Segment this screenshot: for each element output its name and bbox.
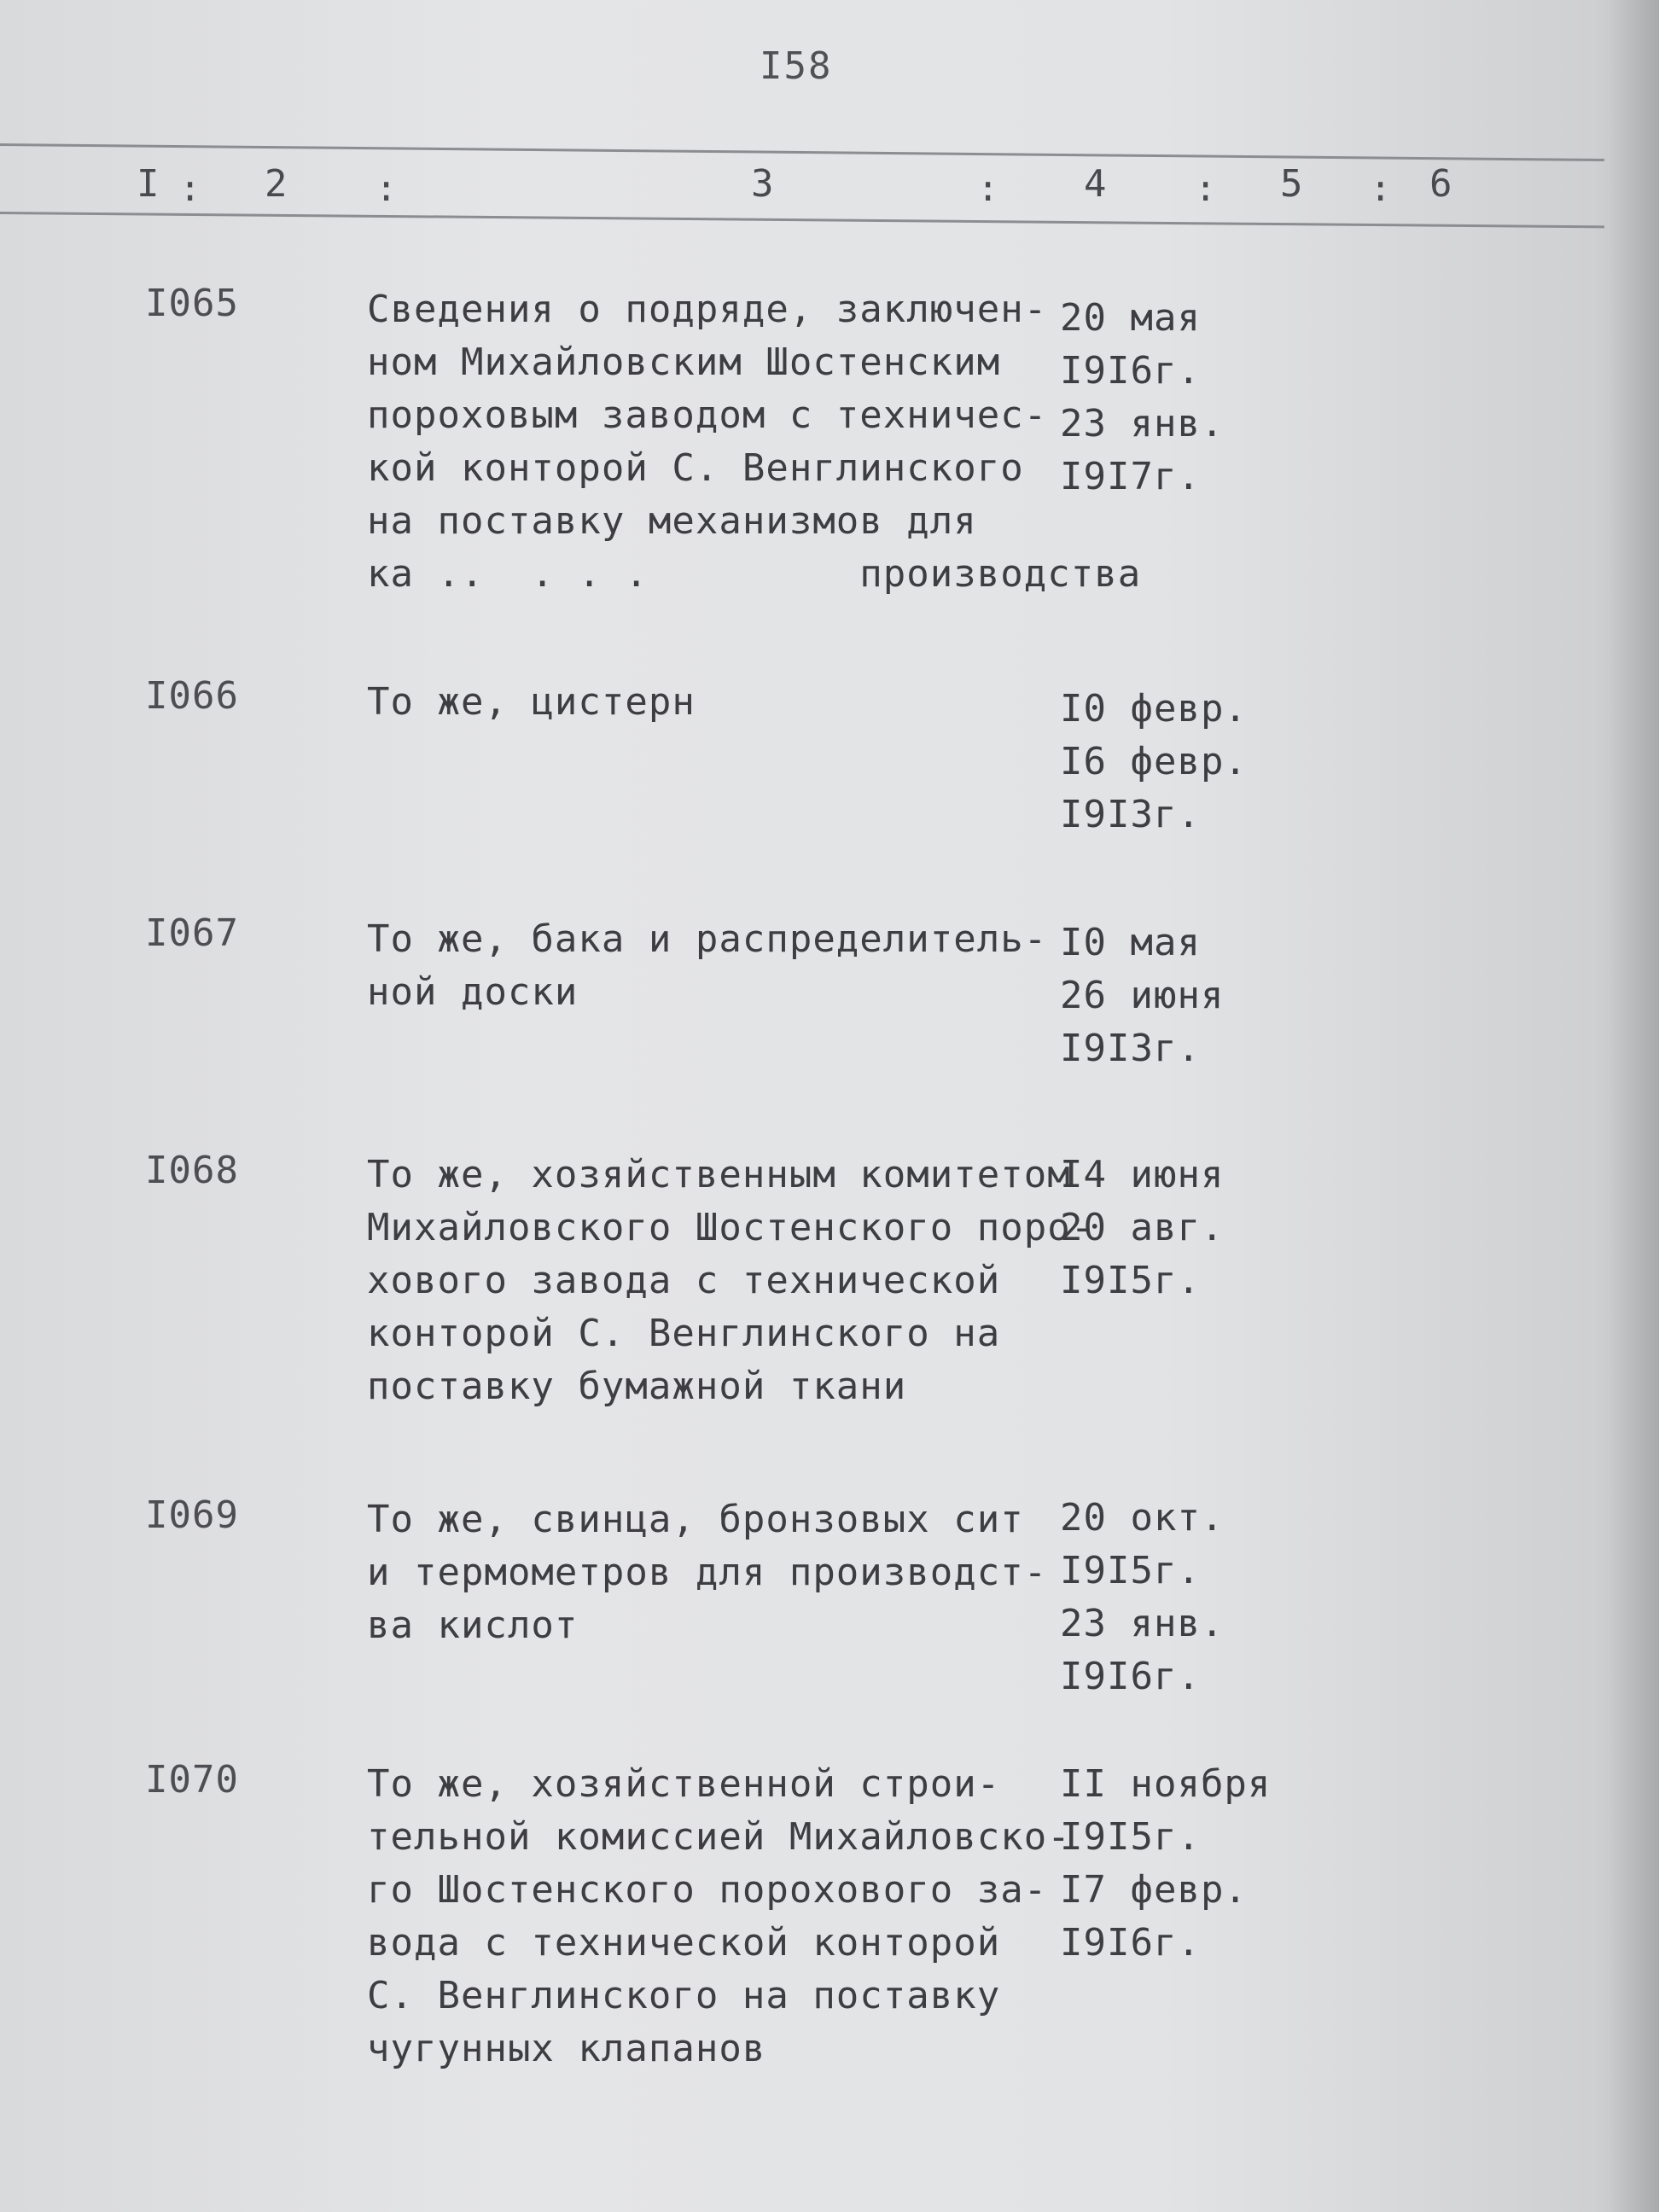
table-header-top-rule: [0, 143, 1604, 161]
entry-description: То же, хозяйственной строи- тельной комиссией Михайловско- го Шостенского порохового за- вода с технической конторой С. Венглинского на поставку чугунных клапанов: [367, 1762, 1071, 2070]
entry-dates: 20 мая I9I6г. 23 янв. I9I7г.: [1060, 296, 1225, 498]
page-number: I58: [760, 44, 833, 88]
page-edge-shadow: [1608, 0, 1659, 2212]
column-separator: :: [1195, 167, 1217, 209]
column-separator: :: [375, 167, 398, 209]
table-header-bottom-rule: [0, 212, 1604, 228]
column-header-5: 5: [1280, 162, 1303, 206]
entry-description: То же, свинца, бронзовых сит и термометров для производст- ва кислот: [367, 1498, 1048, 1647]
column-separator: :: [179, 167, 201, 209]
entry-dates: I0 февр. I6 февр. I9I3г.: [1060, 687, 1248, 836]
entry-number: I068: [145, 1149, 239, 1192]
entry-dates: I0 мая 26 июня I9I3г.: [1060, 921, 1225, 1070]
entry-number: I070: [145, 1758, 239, 1802]
entry-description: То же, бака и распределитель- ной доски: [367, 917, 1048, 1014]
entry-number: I067: [145, 911, 239, 955]
column-separator: :: [977, 167, 999, 209]
entry-number: I065: [145, 282, 239, 325]
entry-number: I066: [145, 674, 239, 718]
entry-description: То же, хозяйственным комитетом Михайловского Шостенского поро- хового завода с технической конторой С. Венглинского на поставку бумажной ткани: [367, 1153, 1095, 1408]
entry-dates: I4 июня 20 авг. I9I5г.: [1060, 1153, 1225, 1302]
entry-description: Сведения о подряде, заключен- ном Михайловским Шостенским пороховым заводом с техничес- кой конторой С. Венглинского на поставку механизмов для ка .. . . . производства: [367, 288, 1142, 596]
entry-description: То же, цистерн: [367, 680, 696, 724]
column-header-4: 4: [1084, 162, 1107, 206]
entry-dates: 20 окт. I9I5г. 23 янв. I9I6г.: [1060, 1496, 1225, 1698]
column-header-3: 3: [751, 162, 774, 206]
entry-dates: II ноября I9I5г. I7 февр. I9I6г.: [1060, 1762, 1272, 1965]
column-header-2: 2: [265, 162, 288, 206]
column-header-1: I: [137, 162, 160, 206]
column-header-6: 6: [1429, 162, 1452, 206]
column-separator: :: [1370, 167, 1392, 209]
entry-number: I069: [145, 1493, 239, 1537]
